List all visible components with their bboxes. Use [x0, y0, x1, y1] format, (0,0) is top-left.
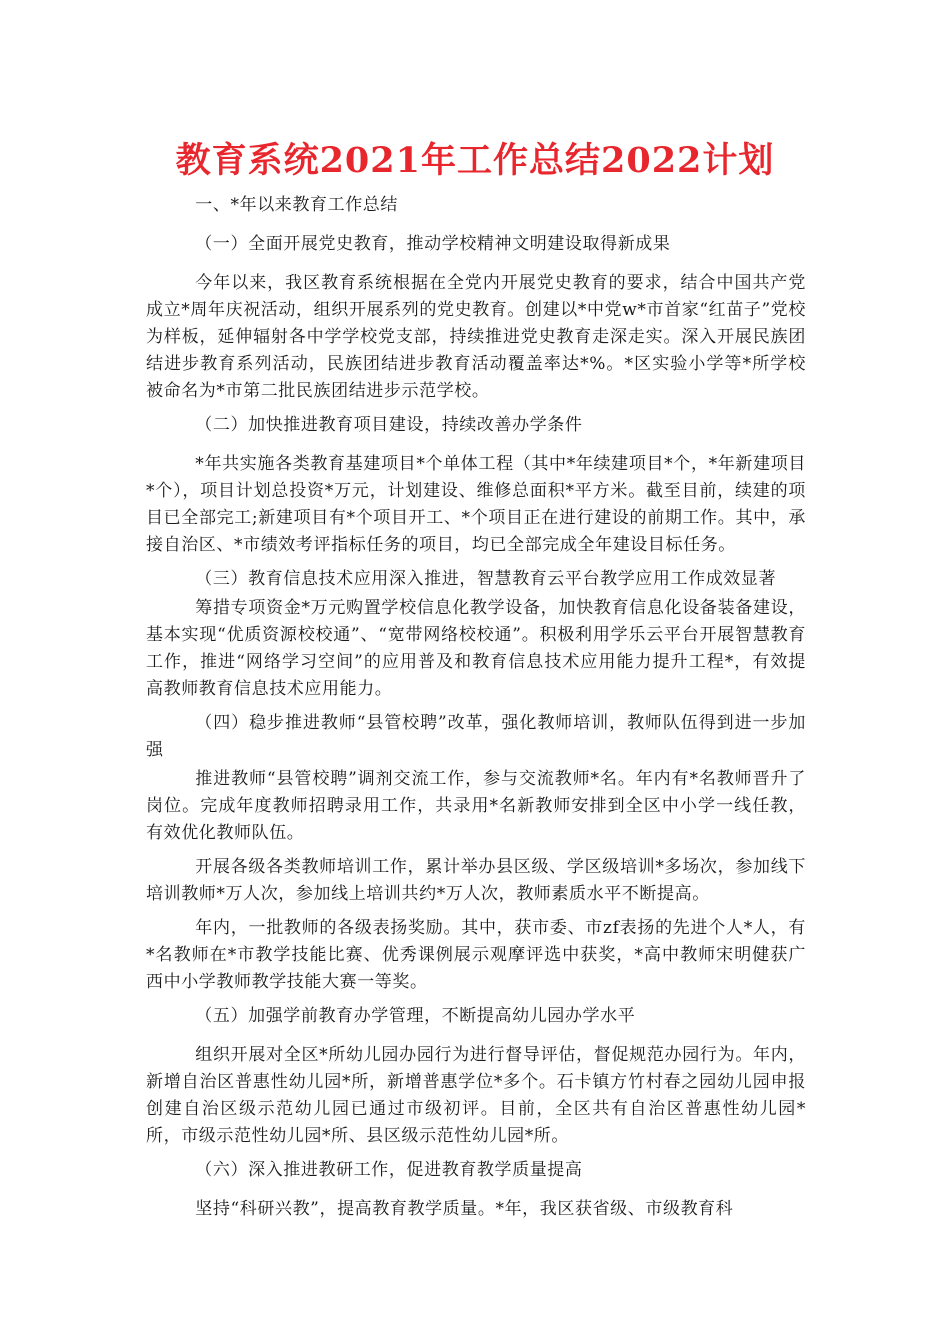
document-title: 教育系统2021年工作总结2022计划: [175, 140, 775, 181]
document-body: [146, 192, 806, 1230]
body-paragraph: 年内，一批教师的各级表扬奖励。其中，获市委、市zf表扬的先进个人*人，有*名教师在*市教学技能比赛、优秀课例展示观摩评选中获奖，*高中教师宋明健获广西中小学教师教学技能大赛一等奖。: [146, 918, 806, 992]
body-paragraph: 今年以来，我区教育系统根据在全党内开展党史教育的要求，结合中国共产党成立*周年庆祝活动，组织开展系列的党史教育。创建以*中党w*市首家“红苗子”党校为样板，延伸辐射各中学学校党支部，持续推进党史教育走深走实。深入开展民族团结进步教育系列活动，民族团结进步教育活动覆盖率达*%。*区实验小学等*所学校被命名为*市第二批民族团结进步示范学校。: [146, 273, 806, 401]
subsection-heading: （一）全面开展党史教育，推动学校精神文明建设取得新成果: [195, 234, 671, 254]
section-heading: 一、*年以来教育工作总结: [195, 195, 398, 215]
body-paragraph: 开展各级各类教师培训工作，累计举办县区级、学区级培训*多场次，参加线下培训教师*万人次，参加线上培训共约*万人次，教师素质水平不断提高。: [146, 857, 806, 904]
subsection-heading: （四）稳步推进教师“县管校聘”改革，强化教师培训，教师队伍得到进一步加强: [146, 713, 806, 760]
body-paragraph: 筹措专项资金*万元购置学校信息化教学设备，加快教育信息化设备装备建设，基本实现“优质资源校校通”、“宽带网络校校通”。积极利用学乐云平台开展智慧教育工作，推进“网络学习空间”的应用普及和教育信息技术应用能力提升工程*，有效提高教师教育信息技术应用能力。: [146, 598, 806, 699]
subsection-heading: （六）深入推进教研工作，促进教育教学质量提高: [195, 1160, 583, 1180]
body-paragraph: 坚持“科研兴教”，提高教育教学质量。*年，我区获省级、市级教育科: [195, 1199, 734, 1219]
subsection-heading: （三）教育信息技术应用深入推进，智慧教育云平台教学应用工作成效显著: [195, 569, 777, 589]
body-paragraph: *年共实施各类教育基建项目*个单体工程（其中*年续建项目*个，*年新建项目*个），项目计划总投资*万元，计划建设、维修总面积*平方米。截至目前，续建的项目已全部完工;新建项目有*个项目开工、*个项目正在进行建设的前期工作。其中，承接自治区、*市绩效考评指标任务的项目，均已全部完成全年建设目标任务。: [146, 454, 806, 555]
subsection-heading: （五）加强学前教育办学管理，不断提高幼儿园办学水平: [195, 1006, 636, 1026]
body-paragraph: 推进教师“县管校聘”调剂交流工作，参与交流教师*名。年内有*名教师晋升了岗位。完成年度教师招聘录用工作，共录用*名新教师安排到全区中小学一线任教，有效优化教师队伍。: [146, 769, 806, 843]
body-paragraph: 组织开展对全区*所幼儿园办园行为进行督导评估，督促规范办园行为。年内，新增自治区普惠性幼儿园*所，新增普惠学位*多个。石卡镇方竹村春之园幼儿园申报创建自治区级示范幼儿园已通过市级初评。目前，全区共有自治区普惠性幼儿园*所，市级示范性幼儿园*所、县区级示范性幼儿园*所。: [146, 1045, 806, 1146]
subsection-heading: （二）加快推进教育项目建设，持续改善办学条件: [195, 415, 583, 435]
